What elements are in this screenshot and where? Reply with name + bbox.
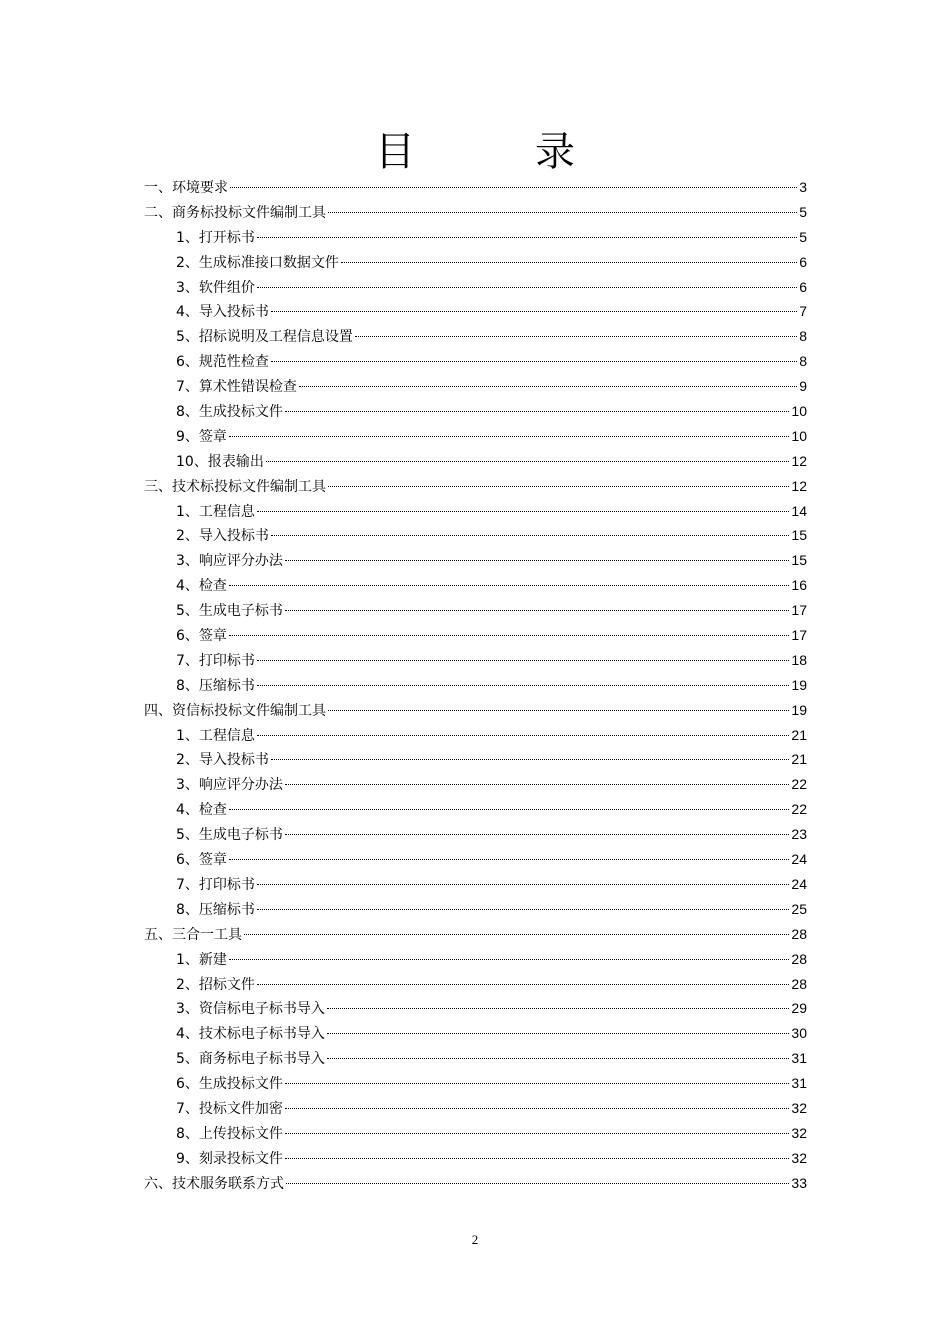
toc-entry-page: 32 [791,1099,807,1116]
toc-entry-page: 10 [791,403,807,420]
toc-entry-label: 3、响应评分办法 [176,553,283,570]
toc-entry-page: 12 [791,452,807,469]
toc-entry[interactable] [144,399,807,424]
toc-entry[interactable] [144,548,807,573]
toc-entry-page: 12 [791,477,807,494]
toc-entry-label: 一、环境要求 [144,180,228,196]
toc-entry[interactable] [144,972,807,997]
toc-entry-label: 7、打印标书 [176,652,255,669]
toc-dot-leader [257,237,797,238]
toc-entry[interactable] [144,1021,807,1046]
toc-entry-label: 7、投标文件加密 [176,1100,283,1117]
toc-entry[interactable] [144,499,807,524]
toc-entry-label: 9、刻录投标文件 [176,1150,283,1167]
toc-entry[interactable] [144,872,807,897]
toc-entry-label: 6、生成投标文件 [176,1076,283,1093]
toc-entry-label: 7、打印标书 [176,876,255,893]
toc-entry[interactable] [144,723,807,748]
toc-entry[interactable] [144,648,807,673]
toc-entry[interactable] [144,747,807,772]
table-of-contents [144,175,807,1196]
toc-entry[interactable] [144,598,807,623]
toc-entry[interactable] [144,299,807,324]
toc-entry-label: 1、新建 [176,951,227,968]
toc-dot-leader [299,386,797,387]
toc-entry-label: 10、报表输出 [176,453,264,470]
page-number: 2 [471,1232,479,1247]
toc-entry-page: 8 [799,328,807,345]
toc-entry-label: 8、压缩标书 [176,901,255,918]
toc-entry-page: 19 [791,701,807,718]
toc-entry-label: 1、工程信息 [176,503,255,520]
toc-entry-page: 28 [791,975,807,992]
toc-dot-leader [328,212,797,213]
toc-entry-page: 9 [799,378,807,395]
toc-entry-label: 1、工程信息 [176,727,255,744]
toc-entry-page: 22 [791,776,807,793]
toc-dot-leader [327,1033,790,1034]
toc-dot-leader [244,934,789,935]
toc-dot-leader [229,635,790,636]
toc-entry[interactable] [144,922,807,947]
toc-entry-label: 3、响应评分办法 [176,777,283,794]
toc-dot-leader [271,535,790,536]
toc-entry[interactable] [144,424,807,449]
toc-entry-label: 3、资信标电子标书导入 [176,1001,325,1018]
toc-entry[interactable] [144,996,807,1021]
toc-entry[interactable] [144,474,807,499]
toc-entry-label: 2、导入投标书 [176,752,269,769]
toc-dot-leader [328,710,789,711]
toc-entry-page: 6 [799,253,807,270]
toc-entry[interactable] [144,822,807,847]
toc-entry[interactable] [144,523,807,548]
toc-entry[interactable] [144,897,807,922]
toc-entry[interactable] [144,947,807,972]
toc-dot-leader [285,834,790,835]
toc-entry-label: 8、压缩标书 [176,677,255,694]
toc-entry-page: 5 [799,228,807,245]
toc-dot-leader [285,411,790,412]
toc-entry[interactable] [144,200,807,225]
toc-entry-page: 22 [791,801,807,818]
toc-dot-leader [271,361,797,362]
toc-dot-leader [229,585,790,586]
toc-entry-label: 2、导入投标书 [176,528,269,545]
toc-entry[interactable] [144,449,807,474]
toc-entry-page: 3 [799,179,807,195]
toc-entry-label: 5、生成电子标书 [176,603,283,620]
toc-entry-page: 33 [791,1174,807,1191]
toc-entry[interactable] [144,1096,807,1121]
toc-entry-label: 8、生成投标文件 [176,404,283,421]
toc-dot-leader [285,610,790,611]
toc-entry-page: 29 [791,1000,807,1017]
toc-entry-label: 6、规范性检查 [176,354,269,371]
toc-entry[interactable] [144,573,807,598]
toc-entry-page: 17 [791,627,807,644]
toc-entry-label: 8、上传投标文件 [176,1125,283,1142]
toc-dot-leader [257,984,790,985]
toc-entry[interactable] [144,349,807,374]
toc-dot-leader [229,436,790,437]
toc-dot-leader [341,262,797,263]
toc-entry[interactable] [144,1071,807,1096]
toc-dot-leader [285,1158,790,1159]
toc-entry[interactable] [144,1146,807,1171]
toc-entry-page: 28 [791,925,807,942]
toc-entry-page: 7 [799,303,807,320]
toc-entry[interactable] [144,1121,807,1146]
toc-entry[interactable] [144,275,807,300]
toc-entry-page: 21 [791,751,807,768]
toc-entry-label: 四、资信标投标文件编制工具 [144,702,326,719]
toc-dot-leader [257,735,790,736]
toc-dot-leader [230,187,797,188]
toc-entry-page: 24 [791,851,807,868]
toc-entry-label: 六、技术服务联系方式 [144,1175,284,1192]
toc-entry-label: 9、签章 [176,428,227,445]
toc-entry[interactable] [144,374,807,399]
toc-dot-leader [257,909,790,910]
toc-dot-leader [271,759,790,760]
toc-entry[interactable] [144,1171,807,1196]
toc-entry[interactable] [144,673,807,698]
toc-entry-page: 18 [791,651,807,668]
toc-entry-label: 二、商务标投标文件编制工具 [144,204,326,221]
toc-entry-label: 5、商务标电子标书导入 [176,1051,325,1068]
toc-dot-leader [328,486,789,487]
toc-dot-leader [327,1008,790,1009]
toc-entry-label: 2、招标文件 [176,976,255,993]
toc-dot-leader [257,287,797,288]
toc-entry-page: 23 [791,826,807,843]
toc-entry-label: 五、三合一工具 [144,926,242,943]
toc-dot-leader [229,809,790,810]
toc-dot-leader [271,311,797,312]
toc-entry-label: 3、软件组价 [176,279,255,296]
toc-dot-leader [229,859,790,860]
toc-entry-label: 5、招标说明及工程信息设置 [176,329,353,346]
toc-entry-page: 31 [791,1075,807,1092]
toc-entry-label: 1、打开标书 [176,229,255,246]
toc-entry-page: 5 [799,203,807,220]
toc-entry-page: 25 [791,900,807,917]
toc-dot-leader [257,660,790,661]
toc-entry-page: 30 [791,1025,807,1042]
toc-dot-leader [266,461,790,462]
toc-dot-leader [229,959,790,960]
toc-dot-leader [285,1083,790,1084]
toc-entry[interactable] [144,847,807,872]
toc-title: 目录 [375,129,695,175]
toc-entry[interactable] [144,225,807,250]
toc-dot-leader [285,784,790,785]
toc-entry-page: 28 [791,950,807,967]
toc-entry[interactable] [144,1046,807,1071]
toc-entry-page: 32 [791,1124,807,1141]
toc-entry-label: 6、签章 [176,852,227,869]
toc-entry-label: 4、检查 [176,802,227,819]
toc-entry-page: 6 [799,278,807,295]
toc-entry[interactable] [144,623,807,648]
toc-entry[interactable] [144,797,807,822]
toc-entry[interactable] [144,324,807,349]
toc-entry[interactable] [144,772,807,797]
toc-entry-page: 15 [791,552,807,569]
toc-entry[interactable] [144,698,807,723]
toc-entry[interactable] [144,250,807,275]
toc-entry-label: 7、算术性错误检查 [176,379,297,396]
toc-dot-leader [257,511,790,512]
toc-entry-page: 8 [799,353,807,370]
toc-dot-leader [327,1058,790,1059]
toc-entry-label: 2、生成标准接口数据文件 [176,254,339,271]
toc-dot-leader [285,560,790,561]
toc-entry-label: 三、技术标投标文件编制工具 [144,478,326,495]
toc-dot-leader [257,884,790,885]
toc-dot-leader [355,336,797,337]
toc-entry-label: 5、生成电子标书 [176,827,283,844]
toc-entry-label: 4、导入投标书 [176,304,269,321]
toc-entry-page: 10 [791,427,807,444]
toc-dot-leader [285,1133,790,1134]
toc-entry-label: 4、检查 [176,578,227,595]
toc-entry-page: 17 [791,602,807,619]
toc-entry-page: 31 [791,1050,807,1067]
toc-entry-page: 24 [791,875,807,892]
toc-entry-page: 21 [791,726,807,743]
toc-dot-leader [286,1183,789,1184]
toc-entry-page: 19 [791,676,807,693]
toc-dot-leader [285,1108,790,1109]
toc-entry-page: 15 [791,527,807,544]
toc-entry-page: 32 [791,1149,807,1166]
toc-entry-label: 6、签章 [176,628,227,645]
toc-dot-leader [257,685,790,686]
toc-entry[interactable] [144,175,807,200]
toc-entry-page: 16 [791,577,807,594]
toc-entry-label: 4、技术标电子标书导入 [176,1026,325,1043]
toc-entry-page: 14 [791,502,807,519]
